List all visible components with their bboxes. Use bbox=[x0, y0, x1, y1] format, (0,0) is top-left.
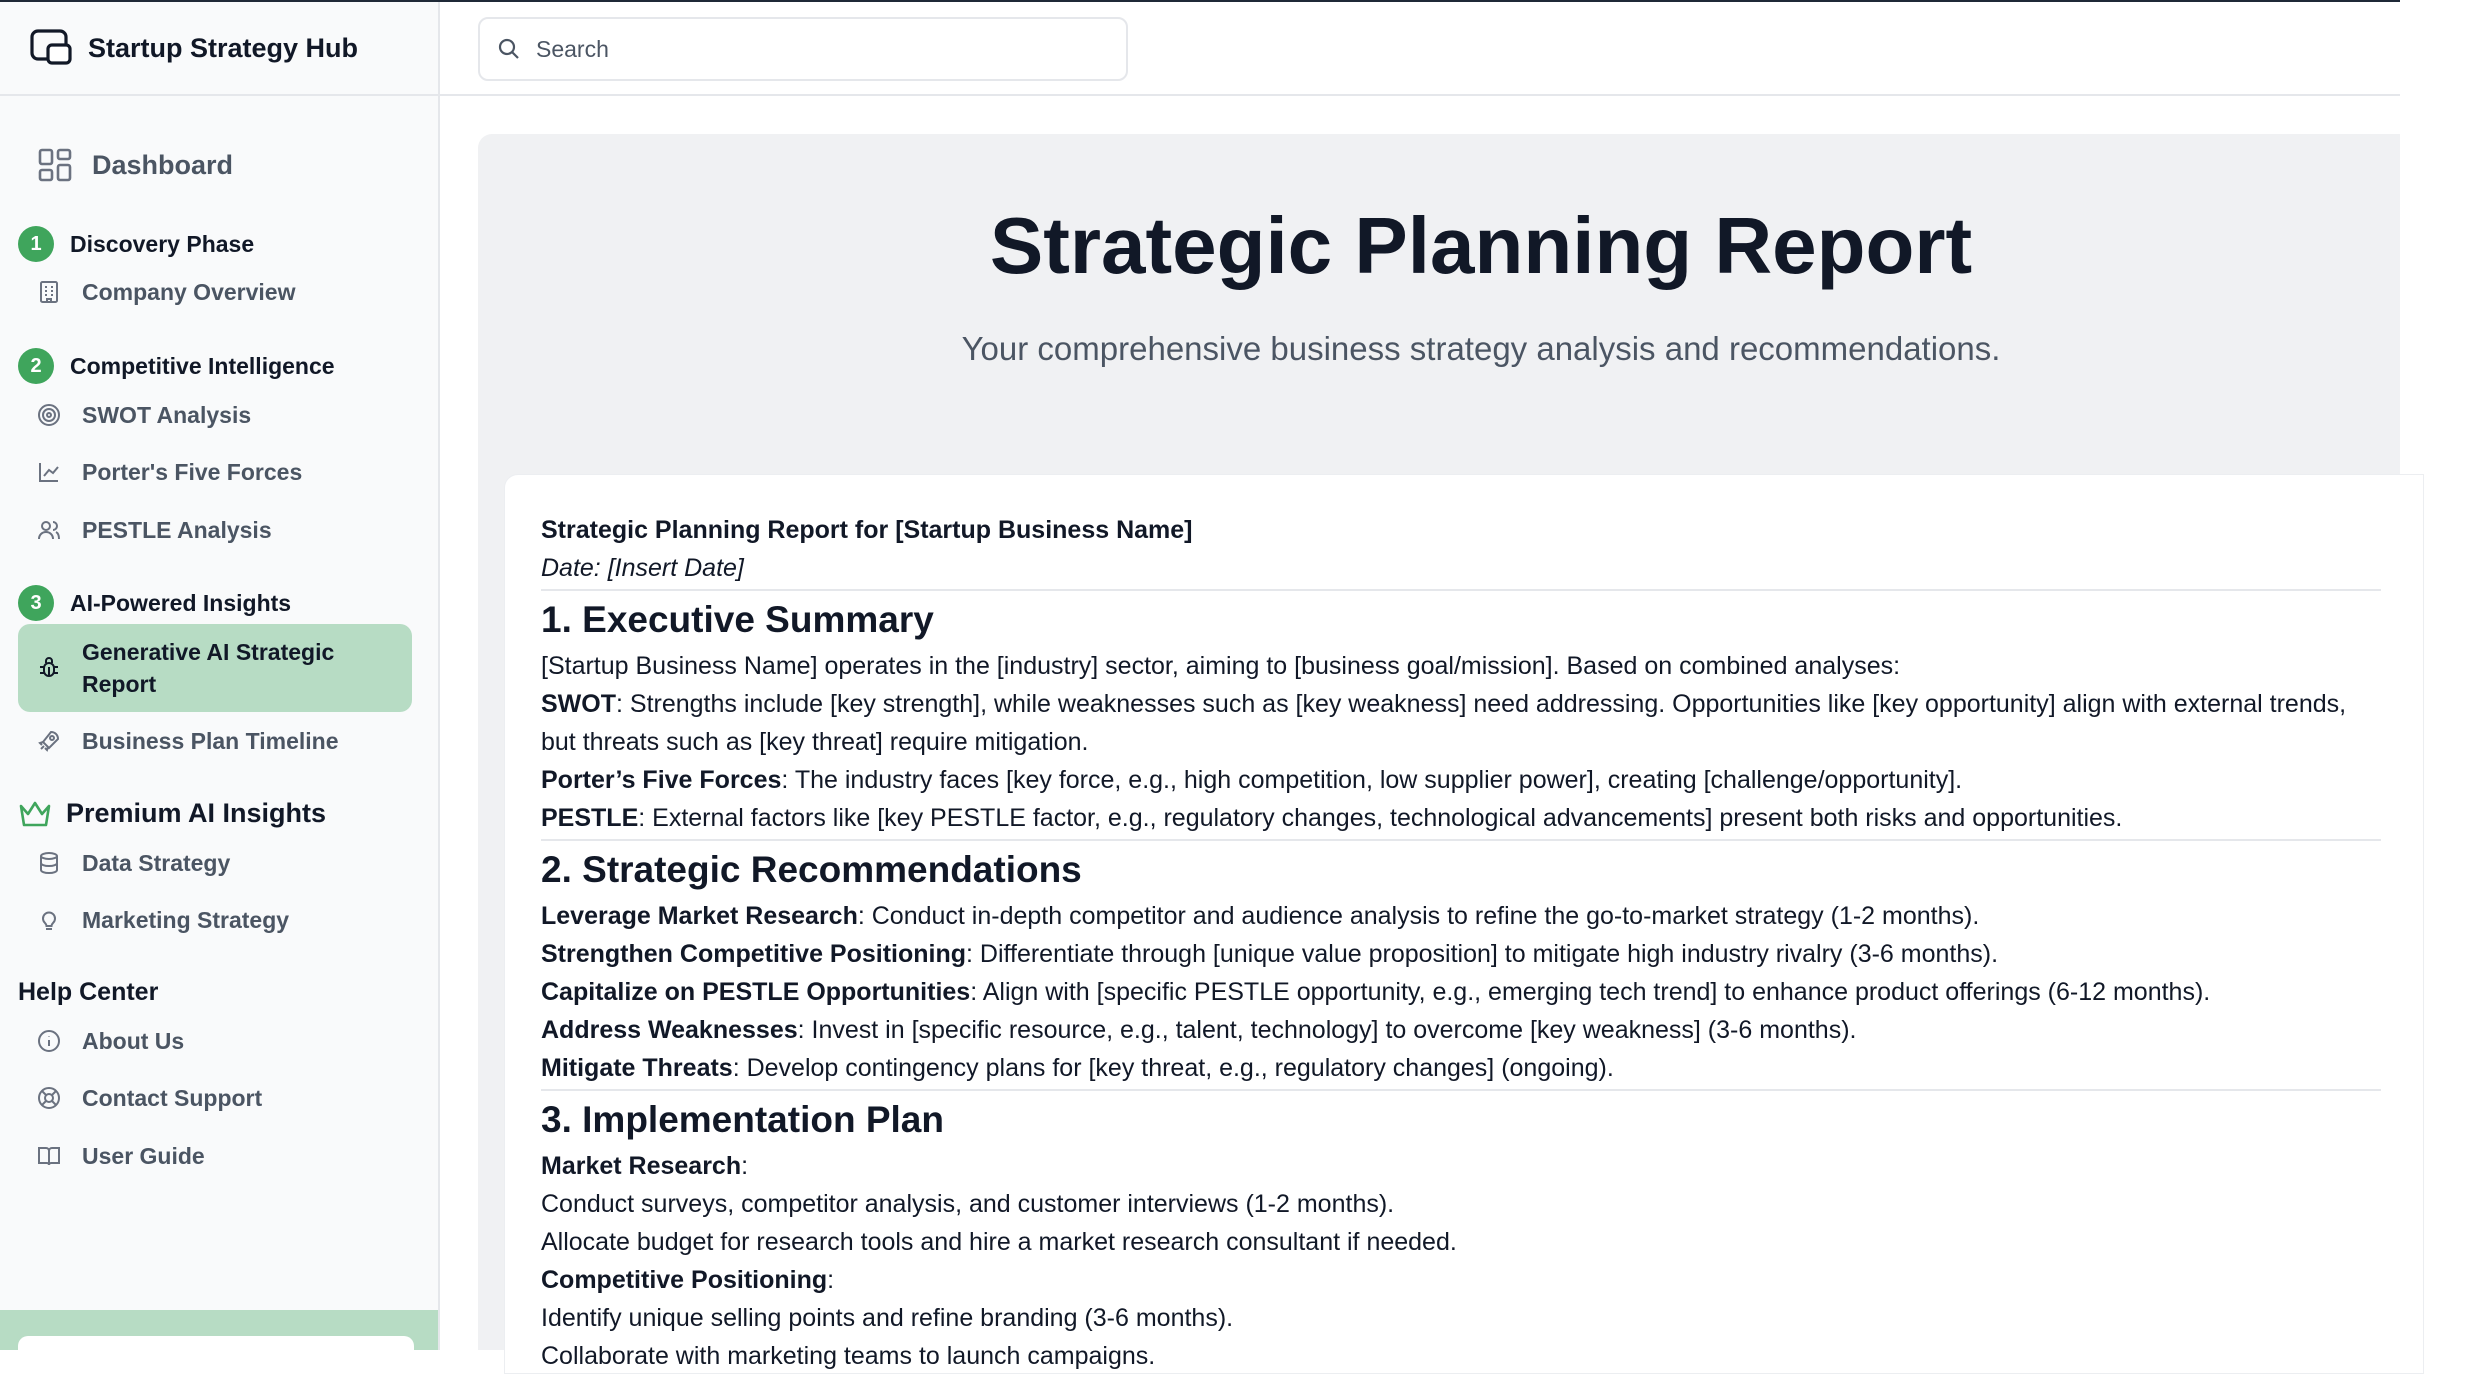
lifebuoy-icon bbox=[36, 1085, 62, 1111]
app-logo-icon bbox=[30, 29, 74, 67]
line-chart-icon bbox=[36, 459, 62, 485]
phase-header-ai-insights bbox=[18, 585, 291, 621]
sidebar-item-label: Marketing Strategy bbox=[82, 907, 290, 933]
hero bbox=[478, 200, 2484, 292]
executive-summary-intro: [Startup Business Name] operates in the [industry] sector, aiming to [business goal/mission]. Based on combined analyses: bbox=[541, 652, 1901, 680]
sidebar-item-dashboard[interactable] bbox=[38, 148, 233, 182]
recommendation-text: : Align with [specific PESTLE opportunity, e.g., emerging tech trend] to enhance product offerings (6-12 months). bbox=[970, 978, 2211, 1006]
porter-text: : The industry faces [key force, e.g., high competition, low supplier power], creating [challenge/opportunity]. bbox=[781, 766, 1963, 794]
phase-header-discovery bbox=[18, 226, 254, 262]
page-subtitle: Your comprehensive business strategy analysis and recommendations. bbox=[961, 330, 2001, 367]
colon: : bbox=[741, 1152, 749, 1180]
main-content bbox=[478, 134, 2400, 1370]
bug-icon bbox=[36, 655, 62, 681]
pestle-text: : External factors like [key PESTLE factor, e.g., regulatory changes, technological advancements] present both risks and opportunities. bbox=[638, 804, 2123, 832]
swot-label: SWOT bbox=[541, 690, 616, 718]
page-title: Strategic Planning Report bbox=[989, 201, 1973, 290]
implementation-line: Collaborate with marketing teams to launch campaigns. bbox=[541, 1342, 1156, 1370]
book-icon bbox=[36, 1143, 62, 1169]
users-icon bbox=[36, 517, 62, 543]
brand[interactable] bbox=[0, 2, 438, 96]
premium-title: Premium AI Insights bbox=[66, 798, 327, 828]
recommendation-label: Leverage Market Research bbox=[541, 902, 858, 930]
report-heading: Strategic Planning Report for [Startup Business Name] bbox=[541, 516, 1193, 544]
sidebar-item-label: Contact Support bbox=[82, 1085, 263, 1111]
phase-number-badge: 1 bbox=[18, 226, 54, 262]
recommendation-text: : Differentiate through [unique value proposition] to mitigate high industry rivalry (3-6 months). bbox=[966, 940, 1999, 968]
phase-number-badge: 3 bbox=[18, 585, 54, 621]
recommendation-item bbox=[541, 1049, 2401, 1087]
report-date: Date: [Insert Date] bbox=[541, 554, 744, 582]
implementation-line: Identify unique selling points and refine branding (3-6 months). bbox=[541, 1304, 1234, 1332]
sidebar-item-business-plan-timeline[interactable] bbox=[18, 714, 412, 768]
sidebar-item-label: PESTLE Analysis bbox=[82, 517, 272, 543]
sidebar-item-label: Porter's Five Forces bbox=[82, 459, 303, 485]
colon: : bbox=[827, 1266, 835, 1294]
phase-label: Discovery Phase bbox=[70, 230, 255, 257]
pestle-label: PESTLE bbox=[541, 804, 639, 832]
sidebar-item-label: Business Plan Timeline bbox=[82, 728, 339, 754]
implementation-subheading bbox=[541, 1261, 2401, 1299]
dashboard-grid-icon bbox=[38, 148, 72, 182]
divider bbox=[541, 589, 2381, 591]
divider bbox=[541, 839, 2381, 841]
section-heading-implementation: 3. Implementation Plan bbox=[541, 1099, 944, 1140]
sidebar-item-label: Dashboard bbox=[92, 149, 234, 180]
porter-label: Porter’s Five Forces bbox=[541, 766, 782, 794]
search-icon bbox=[496, 36, 522, 62]
divider bbox=[541, 1089, 2381, 1091]
help-title: Help Center bbox=[18, 978, 159, 1006]
section-heading-executive-summary: 1. Executive Summary bbox=[541, 599, 934, 640]
sidebar-item-company-overview[interactable] bbox=[18, 265, 412, 319]
pestle-summary bbox=[541, 799, 2401, 837]
swot-text: : Strengths include [key strength], while weaknesses such as [key weakness] need addressing. Opportunities like [key opportunity] align with external trends, bbox=[616, 690, 2347, 718]
search-input[interactable] bbox=[536, 36, 1096, 63]
sidebar-item-marketing-strategy[interactable] bbox=[18, 893, 412, 947]
phase-header-competitive bbox=[18, 348, 335, 384]
search-bar[interactable] bbox=[478, 17, 1128, 81]
sidebar-item-label: Generative AI Strategic Report bbox=[82, 639, 335, 697]
sidebar-item-generative-ai-report[interactable] bbox=[18, 624, 412, 712]
phase-number-badge: 2 bbox=[18, 348, 54, 384]
recommendation-text: : Invest in [specific resource, e.g., talent, technology] to overcome [key weakness] (3-6 months). bbox=[797, 1016, 1857, 1044]
report-document bbox=[541, 511, 2401, 1375]
report-card bbox=[504, 474, 2424, 1374]
crown-icon bbox=[18, 800, 52, 828]
phase-label: Competitive Intelligence bbox=[70, 352, 335, 379]
section-heading-recommendations: 2. Strategic Recommendations bbox=[541, 849, 1082, 890]
sidebar-item-data-strategy[interactable] bbox=[18, 836, 412, 890]
porter-summary bbox=[541, 761, 2401, 799]
competitive-positioning-label: Competitive Positioning bbox=[541, 1266, 828, 1294]
market-research-label: Market Research bbox=[541, 1152, 742, 1180]
sidebar-item-swot[interactable] bbox=[18, 388, 412, 442]
building-icon bbox=[36, 279, 62, 305]
target-icon bbox=[36, 402, 62, 428]
top-header bbox=[440, 2, 2400, 96]
recommendation-text: : Develop contingency plans for [key threat, e.g., regulatory changes] (ongoing). bbox=[732, 1054, 1614, 1082]
recommendation-item bbox=[541, 1011, 2401, 1049]
sidebar-item-contact-support[interactable] bbox=[18, 1071, 412, 1125]
recommendation-label: Mitigate Threats bbox=[541, 1054, 733, 1082]
help-section-title bbox=[18, 978, 158, 1007]
phase-label: AI-Powered Insights bbox=[70, 589, 292, 616]
recommendation-label: Address Weaknesses bbox=[541, 1016, 798, 1044]
sidebar-item-about-us[interactable] bbox=[18, 1014, 412, 1068]
sidebar-item-label: About Us bbox=[82, 1028, 185, 1054]
swot-summary-cont: but threats such as [key threat] require mitigation. bbox=[541, 728, 1089, 756]
sidebar-footer bbox=[0, 1310, 438, 1350]
sidebar-item-pestle[interactable] bbox=[18, 503, 412, 557]
implementation-subheading bbox=[541, 1147, 2401, 1185]
recommendation-text: : Conduct in-depth competitor and audience analysis to refine the go-to-market strategy (1-2 months). bbox=[857, 902, 1980, 930]
sidebar-item-user-guide[interactable] bbox=[18, 1129, 412, 1183]
recommendation-item bbox=[541, 897, 2401, 935]
swot-summary bbox=[541, 685, 2401, 723]
info-icon bbox=[36, 1028, 62, 1054]
sidebar-item-label: SWOT Analysis bbox=[82, 402, 252, 428]
app-name: Startup Strategy Hub bbox=[88, 32, 359, 63]
recommendation-label: Strengthen Competitive Positioning bbox=[541, 940, 967, 968]
implementation-line: Allocate budget for research tools and hire a market research consultant if needed. bbox=[541, 1228, 1457, 1256]
sidebar-footer-card[interactable] bbox=[18, 1336, 414, 1366]
sidebar-item-label: Company Overview bbox=[82, 279, 296, 305]
recommendation-item bbox=[541, 935, 2401, 973]
sidebar-item-label: Data Strategy bbox=[82, 850, 231, 876]
premium-section-title bbox=[18, 798, 326, 829]
lightbulb-icon bbox=[36, 907, 62, 933]
hero-subtitle-wrap bbox=[478, 330, 2484, 368]
sidebar bbox=[0, 2, 440, 1350]
implementation-line: Conduct surveys, competitor analysis, and customer interviews (1-2 months). bbox=[541, 1190, 1395, 1218]
rocket-icon bbox=[36, 728, 62, 754]
database-icon bbox=[36, 850, 62, 876]
recommendation-label: Capitalize on PESTLE Opportunities bbox=[541, 978, 971, 1006]
recommendation-item bbox=[541, 973, 2401, 1011]
sidebar-item-porters[interactable] bbox=[18, 445, 412, 499]
sidebar-item-label: User Guide bbox=[82, 1143, 205, 1169]
